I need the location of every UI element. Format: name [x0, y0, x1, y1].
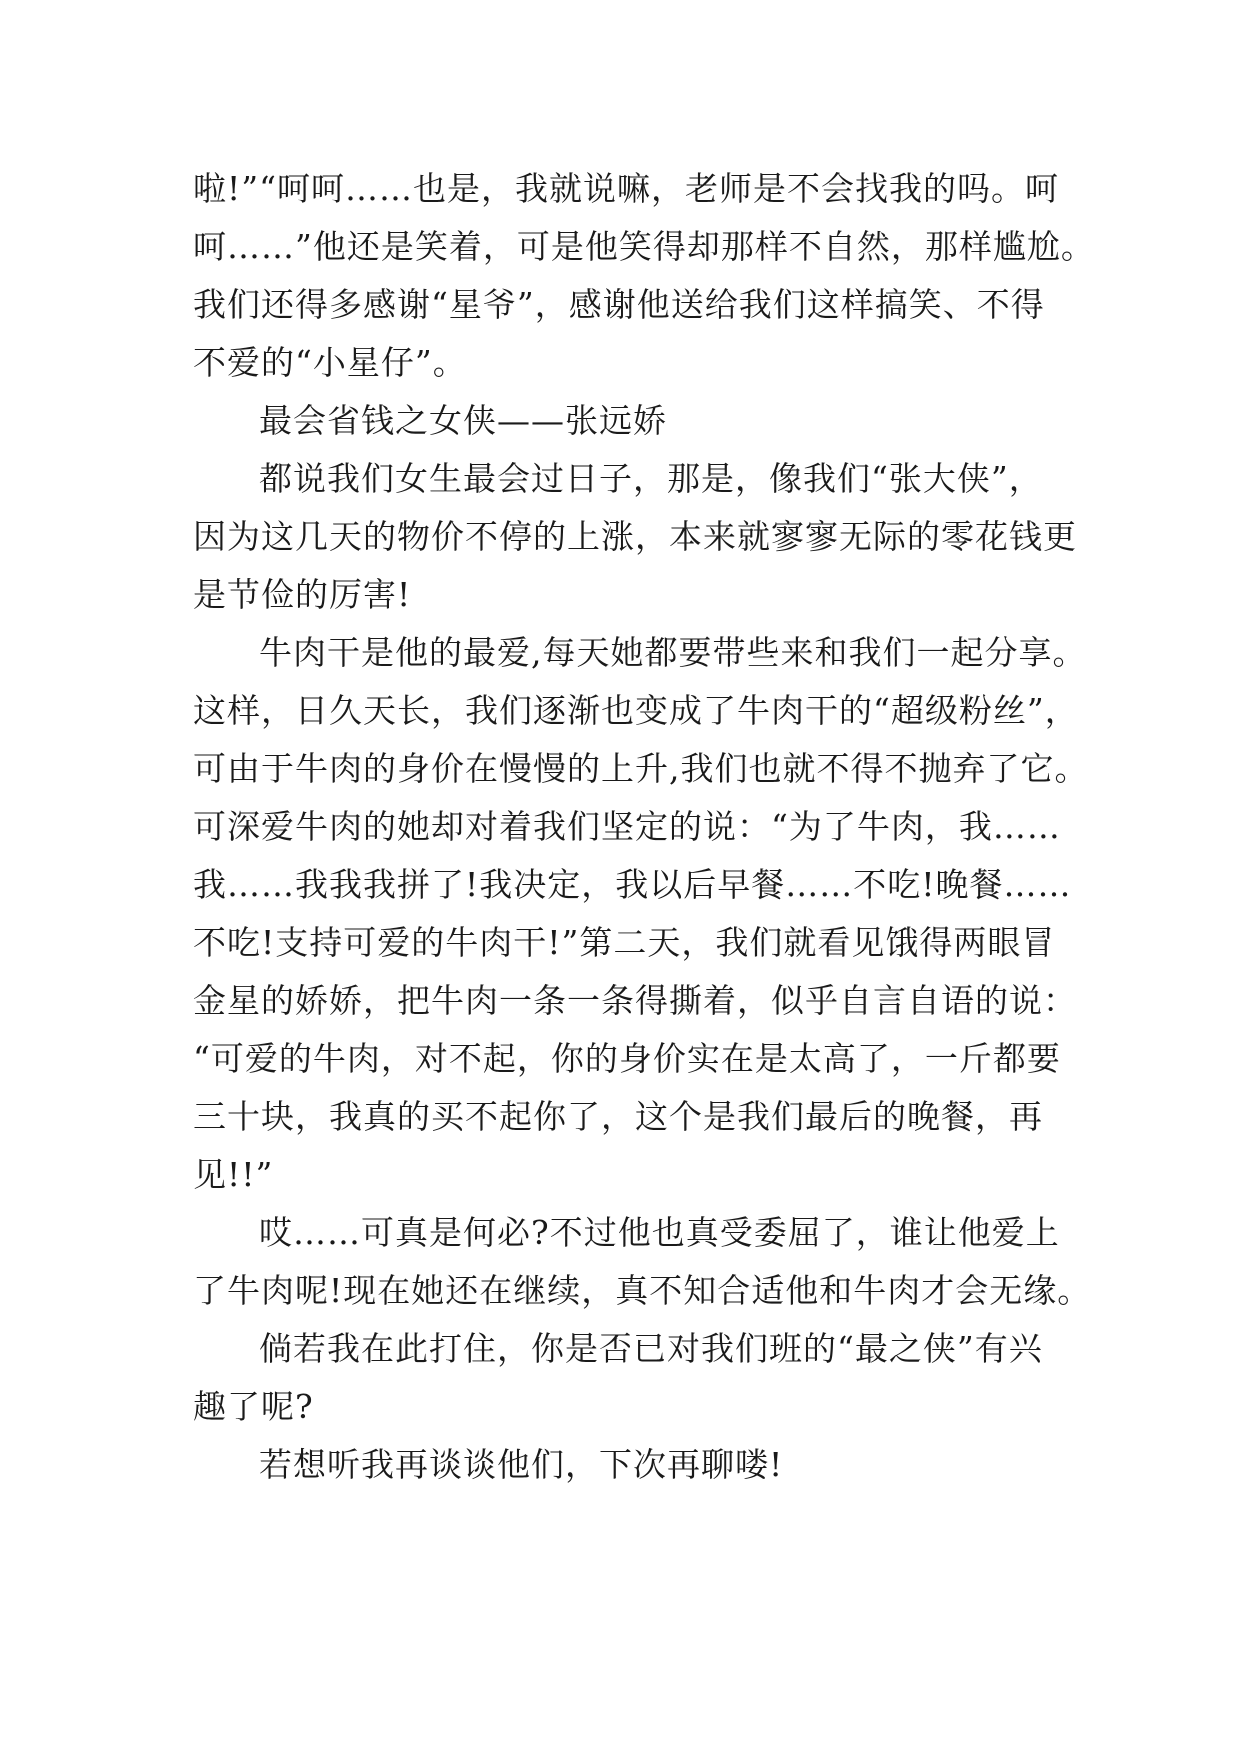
body-text: [193, 160, 1095, 1494]
text-line: 啦!”“呵呵……也是，我就说嘛，老师是不会找我的吗。呵: [193, 169, 1060, 208]
text-line: 呵……”他还是笑着，可是他笑得却那样不自然，那样尴尬。: [193, 227, 1095, 266]
text-line: 趣了呢?: [193, 1387, 314, 1426]
text-line: 因为这几天的物价不停的上涨，本来就寥寥无际的零花钱更: [193, 517, 1077, 556]
text-line: 这样，日久天长，我们逐渐也变成了牛肉干的“超级粉丝”，: [193, 691, 1079, 730]
text-line: 不吃!支持可爱的牛肉干!”第二天，我们就看见饿得两眼冒: [193, 923, 1056, 962]
text-line: 是节俭的厉害!: [193, 575, 412, 614]
text-line: 见!!”: [193, 1155, 274, 1194]
text-line: 金星的娇娇，把牛肉一条一条得撕着，似乎自言自语的说：: [193, 981, 1077, 1020]
text-line: 可由于牛肉的身价在慢慢的上升,我们也就不得不抛弃了它。: [193, 749, 1089, 788]
text-line: 牛肉干是他的最爱,每天她都要带些来和我们一起分享。: [259, 633, 1087, 672]
text-line: 都说我们女生最会过日子，那是，像我们“张大侠”，: [259, 459, 1043, 498]
text-line: 若想听我再谈谈他们，下次再聊喽!: [259, 1445, 784, 1484]
text-line: 最会省钱之女侠——张远娇: [259, 401, 667, 440]
text-line: 三十块，我真的买不起你了，这个是我们最后的晚餐，再: [193, 1097, 1043, 1136]
text-line: 可深爱牛肉的她却对着我们坚定的说：“为了牛肉，我……: [193, 807, 1061, 846]
text-line: 倘若我在此打住，你是否已对我们班的“最之侠”有兴: [259, 1329, 1043, 1368]
text-line: 了牛肉呢!现在她还在继续，真不知合适他和牛肉才会无缘。: [193, 1271, 1092, 1310]
text-line: 我们还得多感谢“星爷”，感谢他送给我们这样搞笑、不得: [193, 285, 1045, 324]
text-line: 哎……可真是何必?不过他也真受委屈了，谁让他爱上: [259, 1213, 1060, 1252]
text-line: 不爱的“小星仔”。: [193, 343, 467, 382]
text-line: “可爱的牛肉，对不起，你的身价实在是太高了，一斤都要: [193, 1039, 1061, 1078]
text-line: 我……我我我拼了!我决定，我以后早餐……不吃!晚餐……: [193, 865, 1072, 904]
